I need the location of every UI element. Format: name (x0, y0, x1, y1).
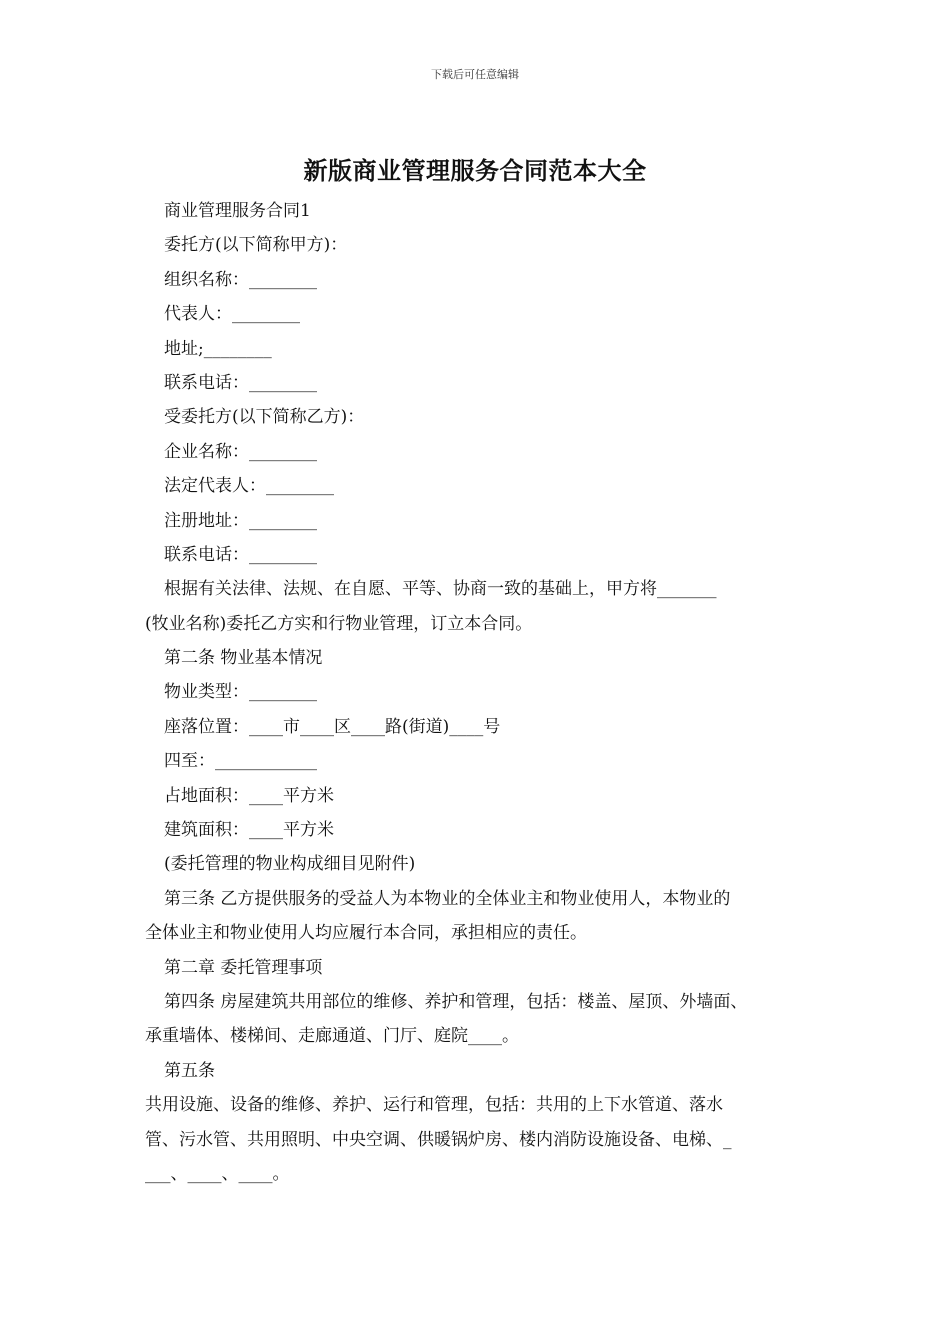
text-line: 物业类型：________ (164, 682, 317, 703)
text-line: 承重墙体、楼梯间、走廊通道、门厅、庭院____。 (145, 1026, 519, 1047)
text-line: 联系电话：________ (164, 372, 317, 393)
document-title: 新版商业管理服务合同范本大全 (303, 156, 647, 185)
text-line: 地址;________ (164, 338, 272, 359)
text-line: 第三条 乙方提供服务的受益人为本物业的全体业主和物业使用人，本物业的 (164, 888, 731, 909)
text-line: 注册地址：________ (164, 510, 317, 531)
text-line: 受委托方(以下简称乙方)： (164, 407, 365, 428)
text-line: 第五条 (164, 1060, 215, 1081)
text-line: 委托方(以下简称甲方)： (164, 235, 348, 256)
text-line: 商业管理服务合同1 (164, 201, 311, 221)
text-line: 组织名称：________ (164, 269, 317, 290)
text-line: (委托管理的物业构成细目见附件) (164, 854, 416, 875)
text-line: 第二条 物业基本情况 (164, 648, 323, 669)
text-line: ___、____、____。 (145, 1163, 290, 1184)
document-body (145, 198, 813, 1195)
text-line: 法定代表人：________ (164, 476, 334, 497)
text-line: 座落位置：____市____区____路(街道)____号 (164, 716, 501, 737)
text-line: (牧业名称)委托乙方实和行物业管理，订立本合同。 (145, 613, 533, 634)
text-line: 根据有关法律、法规、在自愿、平等、协商一致的基础上，甲方将_______ (164, 579, 717, 600)
text-line: 企业名称：________ (164, 441, 317, 462)
text-line: 代表人：________ (164, 304, 300, 325)
text-line: 全体业主和物业使用人均应履行本合同，承担相应的责任。 (145, 923, 587, 944)
text-line: 共用设施、设备的维修、养护、运行和管理，包括：共用的上下水管道、落水 (145, 1095, 723, 1116)
text-line: 第二章 委托管理事项 (164, 957, 323, 978)
header-note: 下载后可任意编辑 (431, 68, 519, 81)
text-line: 四至：____________ (164, 751, 317, 772)
text-line: 联系电话：________ (164, 544, 317, 565)
text-line: 管、污水管、共用照明、中央空调、供暖锅炉房、楼内消防设施设备、电梯、_ (145, 1129, 732, 1150)
text-line: 建筑面积：____平方米 (164, 820, 334, 841)
text-line: 占地面积：____平方米 (164, 785, 334, 806)
text-line: 第四条 房屋建筑共用部位的维修、养护和管理，包括：楼盖、屋顶、外墙面、 (164, 991, 748, 1012)
